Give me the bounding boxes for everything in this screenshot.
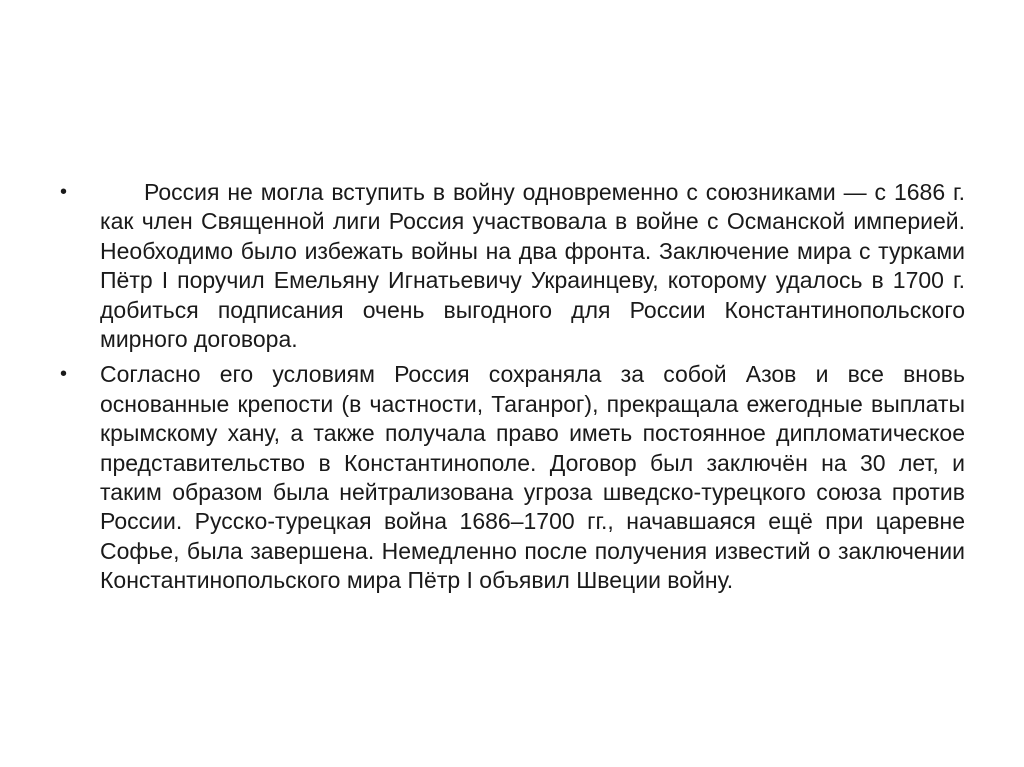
bullet-text-1-content: Россия не могла вступить в войну одновременно с союзниками — с 1686 г. как член Священной лиги Россия участвовала в войне с Османской империей. Необходимо было избежать войны на два фронта. Заключение мира с турками Пётр I поручил Емельяну Игнатьевичу Украинцеву, которому удалось в 1700 г. добиться подписания очень выгодного для России Константинопольского мирного договора. [100,179,965,353]
bullet-icon: • [60,181,68,203]
bullet-icon: • [60,363,68,386]
bullet-item-1 [60,178,965,354]
bullet-list [60,178,965,602]
bullet-item-2 [60,360,965,595]
bullet-text-1 [100,178,965,354]
bullet-text-2: Согласно его условиям Россия сохраняла за собой Азов и все вновь основанные крепости (в частности, Таганрог), прекращала ежегодные выплаты крымскому хану, а также получала право иметь постоянное дипломатическое представительство в Константинополе. Договор был заключён на 30 лет, и таким образом была нейтрализована угроза шведско-турецкого союза против России. Русско-турецкая война 1686–1700 гг., начавшаяся ещё при царевне Софье, была завершена. Немедленно после получения известий о заключении Константинопольского мира Пётр I объявил Швеции войну. [100,361,965,594]
